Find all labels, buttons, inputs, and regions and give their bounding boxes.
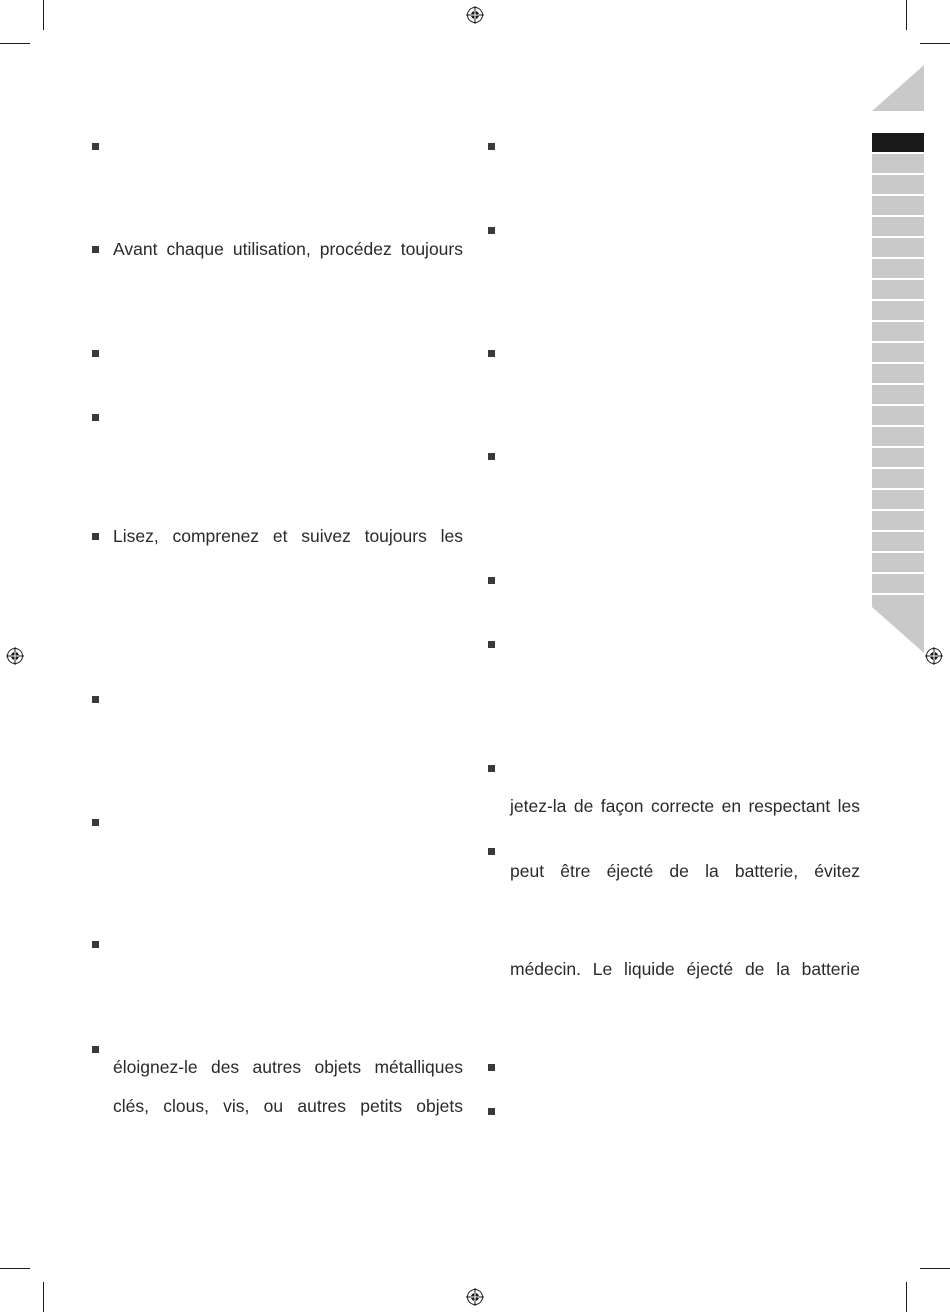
text-line-medecin: médecin. Le liquide éjecté de la batterie [510,959,860,979]
bullet-marker [92,414,99,421]
text-line-lisez: Lisez, comprenez et suivez toujours les [113,526,463,546]
crop-mark-bottom-right-vertical [906,1282,907,1312]
side-tab-cell [872,511,924,530]
crop-mark-top-left-horizontal [0,43,30,44]
side-tab-cell [872,490,924,509]
crop-mark-bottom-right-horizontal [920,1268,950,1269]
side-tab-cell [872,196,924,215]
bullet-marker [488,848,495,855]
bullet-marker [92,533,99,540]
crop-mark-top-right-vertical [906,0,907,30]
side-tab-cell [872,448,924,467]
side-tab-cell [872,553,924,572]
bullet-marker [488,641,495,648]
side-tab-cell [872,301,924,320]
bullet-marker [92,143,99,150]
side-tab-cell [872,322,924,341]
side-tab-cell [872,469,924,488]
text-line-peut: peut être éjecté de la batterie, évitez [510,861,860,881]
side-tab-cell [872,259,924,278]
bullet-marker [488,227,495,234]
bullet-marker [488,350,495,357]
side-tab-cell [872,532,924,551]
registration-mark-left-icon [6,647,24,665]
side-tab-bottom-triangle [872,607,924,653]
bullet-marker [488,143,495,150]
text-line-avant: Avant chaque utilisation, procédez toujours [113,239,463,259]
registration-mark-top-icon [466,6,484,24]
text-line-cles: clés, clous, vis, ou autres petits objets [113,1096,463,1116]
side-tab-cell [872,133,924,152]
crop-mark-top-right-horizontal [920,43,950,44]
text-line-eloignez: éloignez-le des autres objets métalliques [113,1057,463,1077]
bullet-marker [92,350,99,357]
bullet-marker [92,246,99,253]
bullet-marker [92,696,99,703]
side-tab-cell [872,574,924,593]
text-line-jetez: jetez-la de façon correcte en respectant les [510,796,860,816]
crop-mark-bottom-left-horizontal [0,1268,30,1269]
side-tab-cell [872,364,924,383]
side-tab-cell [872,217,924,236]
bullet-marker [488,1064,495,1071]
crop-mark-bottom-left-vertical [43,1282,44,1312]
registration-mark-right-icon [925,647,943,665]
side-tab-cell [872,280,924,299]
side-tab-cell [872,595,924,607]
side-tab-top-triangle [872,65,924,111]
bullet-marker [488,1108,495,1115]
side-tab-cell [872,385,924,404]
bullet-marker [488,453,495,460]
crop-mark-top-left-vertical [43,0,44,30]
side-tab-cell [872,175,924,194]
side-tab-cell [872,427,924,446]
bullet-marker [92,941,99,948]
bullet-marker [92,1046,99,1053]
registration-mark-bottom-icon [466,1288,484,1306]
bullet-marker [488,577,495,584]
bullet-marker [92,819,99,826]
side-tab-strip [872,133,924,607]
side-tab-cell [872,238,924,257]
side-tab-cell [872,406,924,425]
side-tab-cell [872,154,924,173]
bullet-marker [488,765,495,772]
side-tab-cell [872,343,924,362]
